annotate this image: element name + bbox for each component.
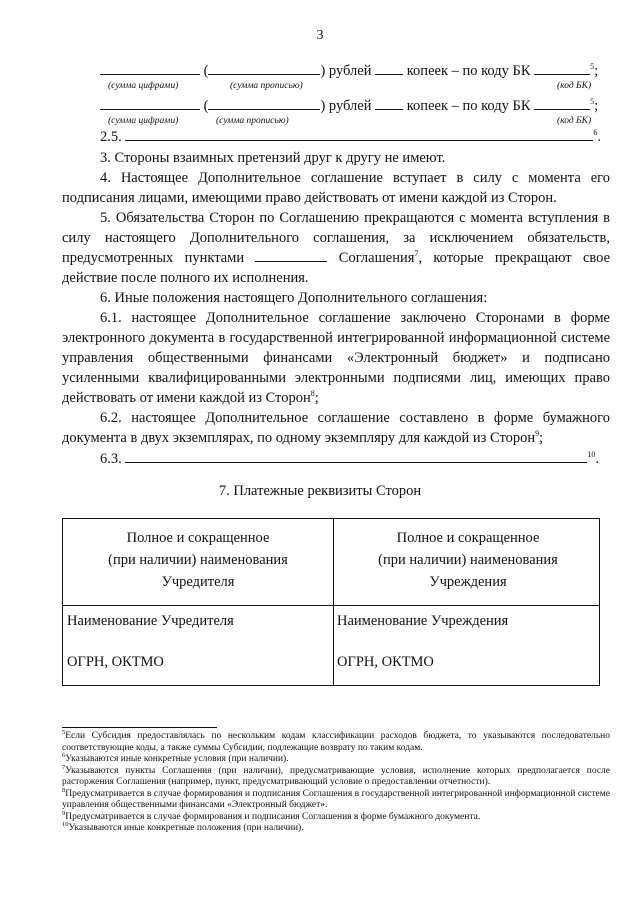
footnote-separator: [62, 727, 217, 728]
institution-header: [333, 527, 603, 593]
footnote-ref: 6: [593, 128, 598, 138]
footnote-ref: 5: [590, 62, 595, 72]
header-line: Полное и сокращенное: [396, 530, 540, 546]
paragraph-6-2: [62, 408, 610, 448]
punctuation: .: [597, 129, 601, 145]
header-line: (при наличии) наименования: [378, 552, 558, 568]
paragraph-6-1-text: 6.1. настоящее Дополнительное соглашение заключено Сторонами в форме электронного документа в государственной интегрированной информационной системе управления общественными финансами «Электронный бюджет» и подписано усиленными квалифицированными электронными подписями лиц, имеющих право действовать от имени каждой из Сторон: [62, 310, 610, 406]
paragraph-5-text: , которые прекращают свое действие после полного их исполнения.: [62, 250, 611, 286]
founder-name: Наименование Учредителя: [67, 613, 234, 629]
requisites-table: [62, 518, 600, 686]
footnote-ref: 9: [535, 429, 540, 439]
footnote-number: 7: [62, 763, 66, 771]
footnote-5: [62, 728, 610, 754]
footnote-9: [62, 809, 610, 824]
footnote-text: Указываются иные конкретные положения (при наличии).: [68, 823, 304, 833]
section-7-title: 7. Платежные реквизиты Сторон: [218, 483, 422, 499]
kopeks-label: копеек – по коду БК: [406, 98, 531, 114]
institution-ogrn-oktmo: ОГРН, ОКТМО: [337, 654, 434, 670]
footnote-text: Предусматривается в случае формирования и подписания Соглашения в форме бумажного документа.: [65, 811, 481, 822]
footnote-6: [62, 751, 610, 766]
institution-name: Наименование Учреждения: [337, 613, 509, 629]
footnotes: [62, 728, 610, 835]
header-line: Учредителя: [161, 574, 235, 590]
budget-code-blank[interactable]: [534, 60, 590, 75]
footnote-number: 9: [62, 809, 66, 817]
page-number: 3: [316, 28, 324, 43]
sum-digits-blank[interactable]: [100, 60, 200, 75]
rubles-label: ) рублей: [320, 63, 372, 79]
item-6-3-blank[interactable]: [125, 448, 587, 463]
item-number: 6.3.: [100, 451, 122, 467]
footnote-number: 6: [62, 751, 66, 759]
paragraph-6-3: [62, 448, 610, 469]
sum-words-blank[interactable]: [208, 60, 320, 75]
caption-sum-words: (сумма прописью): [216, 116, 289, 126]
punctuation: ;: [594, 98, 599, 114]
sum-digits-blank[interactable]: [100, 95, 200, 110]
payment-line-2: ( ) рублей копеек – по коду БК $^5$;: [100, 95, 612, 115]
clauses-blank[interactable]: [255, 249, 327, 262]
rubles-label: ) рублей: [320, 98, 372, 114]
payment-line-1: ( ) рублей копеек – по коду БК $^5$;: [100, 60, 612, 80]
footnote-number: 10: [62, 820, 69, 828]
footnote-ref: 8: [310, 389, 315, 399]
kopeks-blank[interactable]: [375, 60, 403, 75]
paragraph-4: 4. Настоящее Дополнительное соглашение вступает в силу с момента его подписания лицами, имеющими право действовать от имени каждой из Сторон.: [62, 170, 610, 206]
header-line: Полное и сокращенное: [126, 530, 270, 546]
footnote-number: 5: [62, 728, 66, 736]
kopeks-label: копеек – по коду БК: [406, 63, 531, 79]
footnote-10: [62, 820, 610, 835]
paragraph-5-text: 5. Обязательства Сторон по Соглашению прекращаются с момента вступления в силу настоящего Дополнительного соглашения, за исключением обязательств, предусмотренных пунктами: [62, 210, 610, 266]
sum-words-blank[interactable]: [208, 95, 320, 110]
punctuation: ;: [539, 430, 544, 446]
item-2-5: [100, 126, 610, 146]
punctuation: ;: [594, 63, 599, 79]
header-line: Учреждения: [429, 574, 507, 590]
footnote-text: Если Субсидия предоставлялась по нескольким кодам классификации расходов бюджета, то указываются последовательно соответствующие коды, а также суммы Субсидии, подлежащие возврату по таким кодам.: [62, 731, 610, 753]
paragraph-3: 3. Стороны взаимных претензий друг к другу не имеют.: [100, 150, 446, 166]
footnote-ref: 5: [590, 97, 595, 107]
paragraph-6: 6. Иные положения настоящего Дополнительного соглашения:: [100, 290, 488, 306]
footnote-ref: 10: [587, 450, 596, 460]
founder-ogrn-oktmo: ОГРН, ОКТМО: [67, 654, 164, 670]
paragraph-5: [62, 208, 610, 288]
punctuation: .: [595, 451, 599, 467]
budget-code-blank[interactable]: [534, 95, 590, 110]
paragraph-5-text: Соглашения: [338, 250, 415, 266]
footnote-text: Указываются иные конкретные условия (при наличии).: [65, 754, 289, 764]
kopeks-blank[interactable]: [375, 95, 403, 110]
caption-budget-code: (код БК): [557, 116, 592, 126]
caption-sum-digits: (сумма цифрами): [108, 81, 179, 91]
caption-budget-code: (код БК): [557, 81, 592, 91]
item-number: 2.5.: [100, 129, 122, 145]
paragraph-6-2-text: 6.2. настоящее Дополнительное соглашение составлено в форме бумажного документа в двух экземплярах, по одному экземпляру для каждой из Сторон: [62, 410, 610, 446]
row-divider: [63, 605, 599, 606]
item-2-5-blank[interactable]: [125, 126, 593, 141]
footnote-text: Предусматривается в случае формирования и подписания Соглашения в государственной интегрированной информационной системе управления общественными финансами «Электронный бюджет».: [62, 788, 610, 810]
caption-sum-words: (сумма прописью): [230, 81, 303, 91]
punctuation: ;: [314, 390, 319, 406]
footnote-8: [62, 786, 610, 812]
caption-sum-digits: (сумма цифрами): [108, 116, 179, 126]
header-line: (при наличии) наименования: [108, 552, 288, 568]
footnote-ref: 7: [414, 249, 419, 259]
founder-header: [63, 527, 333, 593]
footnote-7: [62, 763, 610, 789]
footnote-text: Указываются пункты Соглашения (при наличии), предусматривающие условия, исполнение которых предполагается после расторжения Соглашения (например, пункт, предусматривающий условие о предоставлении отчетности).: [62, 765, 610, 787]
footnote-number: 8: [62, 786, 66, 794]
paragraph-6-1: [62, 308, 610, 408]
